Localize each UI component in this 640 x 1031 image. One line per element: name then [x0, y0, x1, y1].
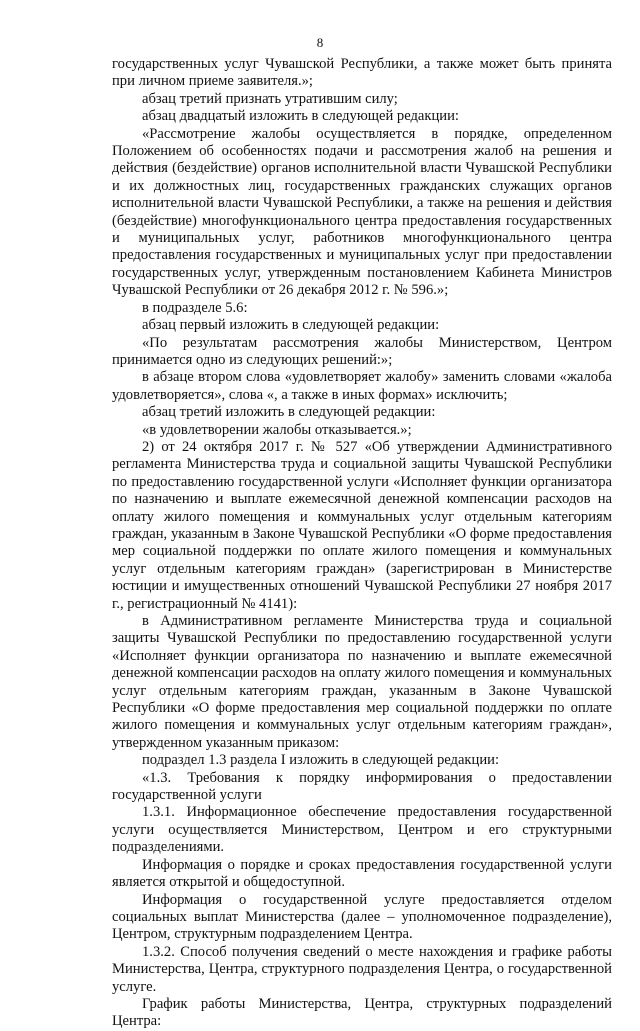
paragraph-10: «в удовлетворении жалобы отказывается.»; — [142, 421, 412, 438]
document-body — [112, 56, 612, 1031]
paragraph-18: 1.3.2. Способ получения сведений о месте нахождения и графике работы Министерства, Центра, структурного подразделения Центра, о государственной услуге. — [112, 943, 612, 995]
paragraph-8: в абзаце втором слова «удовлетворяет жалобу» заменить словами «жалоба удовлетворяется», слова «, а также в иных формах» исключить; — [112, 369, 612, 403]
paragraph-16: Информация о порядке и сроках предоставления государственной услуги является открытой и общедоступной. — [112, 856, 612, 891]
paragraph-2: абзац третий признать утратившим силу; — [142, 90, 398, 107]
paragraph-4: «Рассмотрение жалобы осуществляется в порядке, определенном Положением об особенностях подачи и рассмотрения жалоб на решения и действия (бездействие) органов исполнительной власти Чувашской Республики и их должностных лиц, государственных гражданских служащих органов исполнительной власти Чувашской Республики, а также на решения и действия (бездействие) многофункционального центра предоставления государственных и муниципальных услуг, работников многофункционального центра предоставления государственных и муниципальных услуг при предоставлении государственных услуг, утвержденным постановлением Кабинета Министров Чувашской Республики от 26 декабря 2012 г. № 596.»; — [112, 125, 612, 299]
paragraph-14: «1.3. Требования к порядку информирования о предоставлении государственной услуги — [112, 769, 612, 804]
paragraph-1: государственных услуг Чувашской Республики, а также может быть принята при личном приеме заявителя.»; — [112, 56, 612, 90]
paragraph-5: в подразделе 5.6: — [142, 299, 248, 316]
page-number: 8 — [316, 35, 324, 50]
paragraph-12: в Административном регламенте Министерства труда и социальной защиты Чувашской Республики по предоставлению государственной услуги «Исполняет функции организатора по назначению и выплате ежемесячной денежной компенсации расходов на оплату жилого помещения и коммунальных услуг отдельным категориям граждан, указанным в Законе Чувашской Республики «О форме предоставления мер социальной поддержки по оплате жилого помещения и коммунальных услуг отдельным категориям граждан», утвержденном указанным приказом: — [112, 613, 612, 751]
paragraph-17: Информация о государственной услуге предоставляется отделом социальных выплат Министерства (далее – уполномоченное подразделение), Центром, структурным подразделением Центра. — [112, 891, 612, 943]
paragraph-11: 2) от 24 октября 2017 г. № 527 «Об утверждении Административного регламента Министерства труда и социальной защиты Чувашской Республики по предоставлению государственной услуги «Исполняет функции организатора по назначению и выплате ежемесячной денежной компенсации расходов на оплату жилого помещения и коммунальных услуг отдельным категориям граждан, указанным в Законе Чувашской Республики «О форме предоставления мер социальной поддержки по оплате жилого помещения и коммунальных услуг отдельным категориям граждан» (зарегистрирован в Министерстве юстиции и имущественных отношений Чувашской Республики 27 ноября 2017 г., регистрационный № 4141): — [112, 438, 612, 612]
paragraph-19: График работы Министерства, Центра, структурных подразделений Центра: — [112, 995, 612, 1030]
paragraph-3: абзац двадцатый изложить в следующей редакции: — [142, 108, 459, 125]
paragraph-9: абзац третий изложить в следующей редакции: — [142, 404, 436, 421]
paragraph-6: абзац первый изложить в следующей редакции: — [142, 317, 440, 334]
paragraph-15: 1.3.1. Информационное обеспечение предоставления государственной услуги осуществляется Министерством, Центром и его структурными подразделениями. — [112, 804, 612, 856]
paragraph-13: подраздел 1.3 раздела I изложить в следующей редакции: — [142, 752, 500, 769]
paragraph-7: «По результатам рассмотрения жалобы Министерством, Центром принимается одно из следующих решений:»; — [112, 334, 612, 368]
